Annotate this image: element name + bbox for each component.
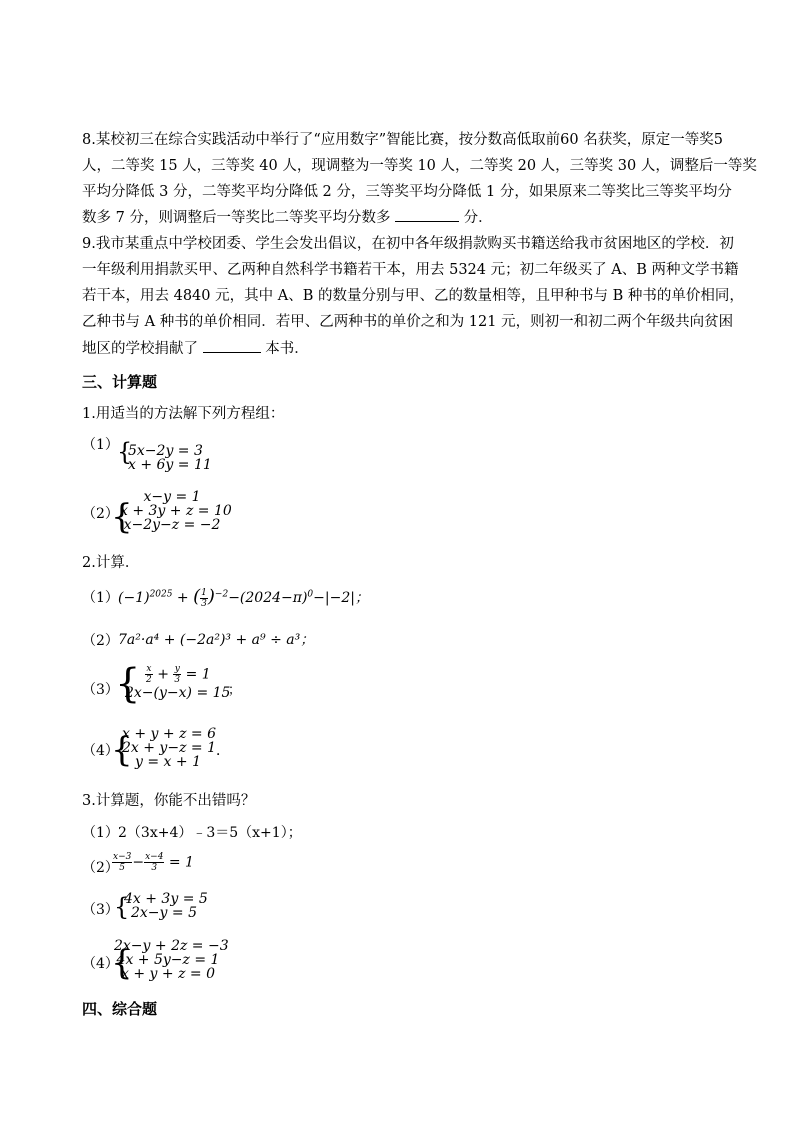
p2-item-1-frac-num: 1 bbox=[201, 587, 207, 598]
p2-item-1-part-a: (−1) bbox=[118, 590, 150, 606]
p2-item-3-frac-2 bbox=[173, 664, 181, 685]
p2-item-1-part-d: −|−2|； bbox=[313, 590, 369, 606]
p1-item-1-system bbox=[128, 444, 212, 472]
p2-item-1-fraction bbox=[200, 588, 208, 609]
p3-item-4-system bbox=[114, 938, 229, 982]
p3-item-4-label: （4） bbox=[82, 956, 119, 972]
p2-item-3-plus: + bbox=[157, 666, 169, 683]
p3-item-2-rhs: = 1 bbox=[164, 854, 194, 871]
p2-item-3-frac-2-den: 3 bbox=[174, 675, 181, 685]
q8-line-4-text: 数多 7 分，则调整后一等奖比二等奖平均分数多 bbox=[82, 210, 391, 226]
p2-item-3-end: ； bbox=[228, 683, 242, 698]
p2-item-3-frac-1-den: 2 bbox=[146, 675, 152, 685]
p3-item-3-eq-1: 4x + 3y = 5 bbox=[124, 891, 208, 907]
p2-item-2-label: （2） bbox=[82, 633, 119, 649]
p2-item-4-eq-2: 2x + y−z = 1 bbox=[122, 740, 216, 756]
section-3-title: 三、计算题 bbox=[82, 373, 158, 391]
p3-item-1-label: （1） bbox=[82, 825, 119, 841]
p2-item-1-plus: + bbox=[172, 590, 194, 606]
p2-item-1-paren-open: ( bbox=[193, 586, 201, 607]
q8-line-1: 8.某校初三在综合实践活动中举行了“应用数字”智能比赛，按分数高低取前60 名获奖，原定一等奖5 bbox=[82, 132, 723, 148]
p2-item-1-exp-3: 0 bbox=[307, 589, 314, 600]
q8-line-2: 人，二等奖 15 人，三等奖 40 人，现调整为一等奖 10 人，二等奖 20 人，三等奖 30 人，调整后一等奖 bbox=[82, 158, 757, 174]
q9-answer-blank[interactable] bbox=[203, 338, 261, 353]
p2-item-3-frac-1 bbox=[145, 664, 153, 685]
p3-item-2-frac-2-den: 3 bbox=[151, 863, 158, 873]
p2-item-1-expr bbox=[118, 586, 369, 609]
p3-item-2-minus: − bbox=[132, 854, 145, 871]
p1-item-2-brace: { bbox=[111, 497, 133, 537]
p2-item-3-label: （3） bbox=[82, 682, 119, 698]
p2-item-4-system bbox=[122, 727, 214, 769]
p3-item-1-expr: 2（3x+4）﹣3＝5（x+1）； bbox=[118, 825, 302, 841]
p1-item-1-label: （1） bbox=[82, 437, 119, 453]
p2-item-2-expr: 7a²·a⁴ + (−2a²)³ + a⁹ ÷ a³； bbox=[118, 632, 315, 648]
p1-item-1-brace: { bbox=[117, 438, 133, 466]
q9-line-5-text: 地区的学校捐献了 bbox=[82, 341, 198, 357]
q9-line-1: 9.我市某重点中学校团委、学生会发出倡议，在初中各年级捐款购买书籍送给我市贫困地区的学校．初 bbox=[82, 236, 734, 252]
p1-item-2-label: （2） bbox=[82, 506, 119, 522]
p2-stem: 2.计算． bbox=[82, 555, 140, 571]
p2-item-3-eq-2: 2x−(y−x) = 15 bbox=[125, 685, 231, 701]
p2-item-1-label: （1） bbox=[82, 590, 119, 606]
p3-item-4-brace: { bbox=[111, 943, 133, 983]
p2-item-1-paren-close: ) bbox=[207, 586, 215, 607]
p2-item-3-system bbox=[125, 664, 229, 700]
p2-item-1-exp-1: 2025 bbox=[149, 589, 173, 600]
p3-item-3-eq-2: 2x−y = 5 bbox=[131, 905, 197, 921]
p3-item-3-brace: { bbox=[114, 893, 130, 921]
p2-item-1-exp-2: −2 bbox=[214, 589, 229, 600]
q9-line-4: 乙种书与 A 种书的单价相同．若甲、乙两种书的单价之和为 121 元，则初一和初二两个年级共向贫困 bbox=[82, 314, 734, 330]
p3-item-4-eq-1: 2x−y + 2z = −3 bbox=[114, 938, 229, 954]
q8-line-4 bbox=[82, 206, 493, 227]
p3-item-3-label: （3） bbox=[82, 902, 119, 918]
p3-item-4-eq-2: 4x + 5y−z = 1 bbox=[116, 952, 220, 968]
p2-item-4-label: （4） bbox=[82, 743, 119, 759]
section-4-title: 四、综合题 bbox=[82, 1000, 158, 1018]
p3-item-2-frac-2 bbox=[144, 852, 164, 873]
p3-item-2-label: （2） bbox=[82, 860, 119, 876]
p3-item-4-eq-3: x + y + z = 0 bbox=[121, 966, 215, 982]
q9-line-5-end: 本书． bbox=[265, 341, 309, 357]
p2-item-3-eq-1-rhs: = 1 bbox=[185, 666, 211, 683]
p1-item-2-system bbox=[120, 489, 232, 533]
p1-stem: 1.用适当的方法解下列方程组： bbox=[82, 406, 285, 422]
p2-item-4-eq-3: y = x + 1 bbox=[135, 754, 201, 770]
p2-item-3-eq-1 bbox=[125, 664, 229, 686]
p2-item-4-eq-1: x + y + z = 6 bbox=[122, 726, 216, 742]
p3-item-2-expr bbox=[112, 852, 194, 873]
p1-item-2-eq-3: x−2y−z = −2 bbox=[123, 517, 221, 533]
p2-item-4-end: ． bbox=[216, 743, 230, 759]
p2-item-3-frac-2-num: y bbox=[174, 664, 180, 674]
p3-item-2-frac-1-den: 5 bbox=[119, 863, 126, 873]
p3-item-2-frac-1-num: x−3 bbox=[113, 852, 132, 862]
q9-line-2: 一年级利用捐款买甲、乙两种自然科学书籍若干本，用去 5324 元；初二年级买了 A、B 两种文学书籍 bbox=[82, 262, 739, 278]
q8-line-4-end: 分． bbox=[463, 210, 493, 226]
p3-item-2-frac-1 bbox=[112, 852, 132, 873]
p1-item-2-eq-1: x−y = 1 bbox=[143, 489, 201, 505]
q9-line-5 bbox=[82, 337, 309, 358]
q9-line-3: 若干本，用去 4840 元，其中 A、B 的数量分别与甲、乙的数量相等，且甲种书与 B 种书的单价相同， bbox=[82, 288, 744, 304]
p1-item-1-eq-2: x + 6y = 11 bbox=[128, 457, 212, 473]
p2-item-3-frac-1-num: x bbox=[146, 664, 152, 674]
p1-item-1-eq-1: 5x−2y = 3 bbox=[128, 443, 203, 459]
p3-item-2-frac-2-num: x−4 bbox=[145, 852, 164, 862]
q8-line-3: 平均分降低 3 分，二等奖平均分降低 2 分，三等奖平均分降低 1 分，如果原来二等奖比三等奖平均分 bbox=[82, 184, 732, 200]
q8-answer-blank[interactable] bbox=[395, 207, 459, 222]
p1-item-2-eq-2: x + 3y + z = 10 bbox=[120, 503, 232, 519]
p2-item-3-brace: { bbox=[115, 661, 141, 707]
p2-item-4-brace: { bbox=[111, 730, 133, 770]
p3-stem: 3.计算题，你能不出错吗？ bbox=[82, 793, 256, 809]
p2-item-1-part-c: −(2024−π) bbox=[228, 590, 308, 606]
p3-item-3-system bbox=[124, 891, 208, 921]
p2-item-1-frac-den: 3 bbox=[201, 598, 207, 609]
